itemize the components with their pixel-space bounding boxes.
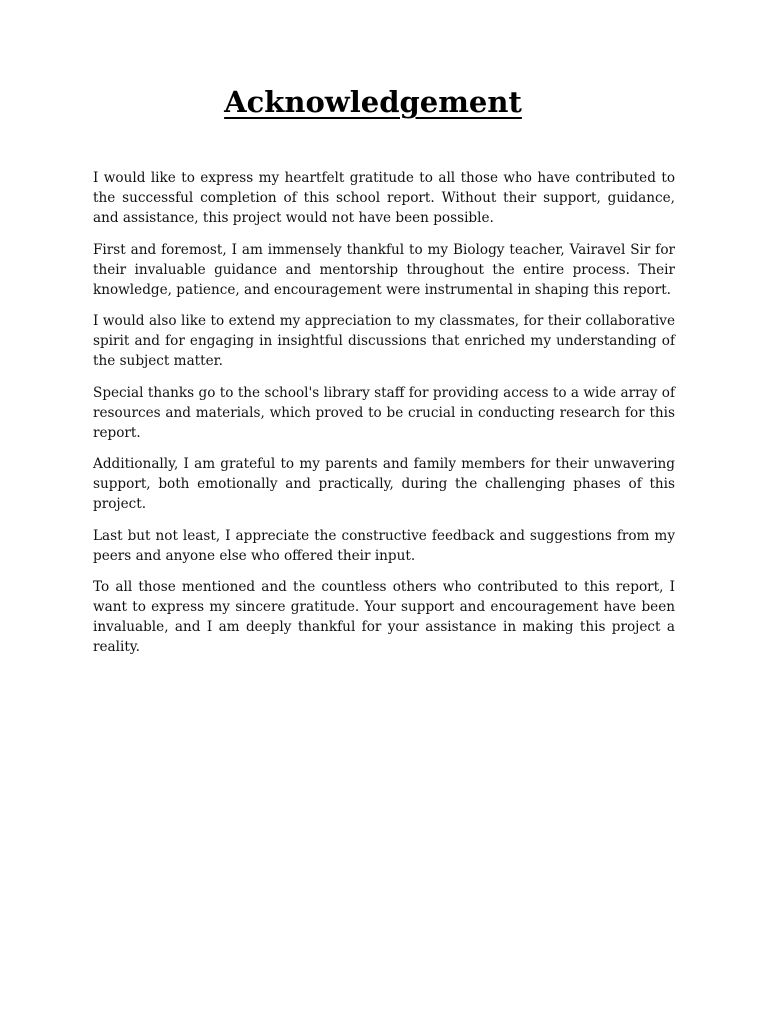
paragraph-family: Additionally, I am grateful to my parents and family members for their unwavering support, both emotionally and practically, during the challenging phases of this project.	[93, 456, 675, 512]
paragraph-peers: Last but not least, I appreciate the constructive feedback and suggestions from my peers and anyone else who offered their input.	[93, 527, 675, 564]
paragraph-library: Special thanks go to the school's library staff for providing access to a wide array of resources and materials, which proved to be crucial in conducting research for this report.	[93, 384, 675, 441]
paragraph-classmates: I would also like to extend my appreciation to my classmates, for their collaborative spirit and for engaging in insightful discussions that enriched my understanding of the subject matter.	[93, 313, 675, 369]
page-title-text: Acknowledgement	[224, 85, 522, 119]
page-title	[0, 84, 746, 120]
document-body	[93, 168, 675, 669]
paragraph-intro: I would like to express my heartfelt gratitude to all those who have contributed to the successful completion of this school report. Without their support, guidance, and assistance, this project would not have been possible.	[93, 170, 675, 226]
paragraph-closing: To all those mentioned and the countless others who contributed to this report, I want to express my sincere gratitude. Your support and encouragement have been invaluable, and I am deeply thankful for your assistance in making this project a reality.	[93, 579, 675, 655]
paragraph-teacher: First and foremost, I am immensely thankful to my Biology teacher, Vairavel Sir for their invaluable guidance and mentorship throughout the entire process. Their knowledge, patience, and encouragement were instrumental in shaping this report.	[93, 241, 675, 298]
